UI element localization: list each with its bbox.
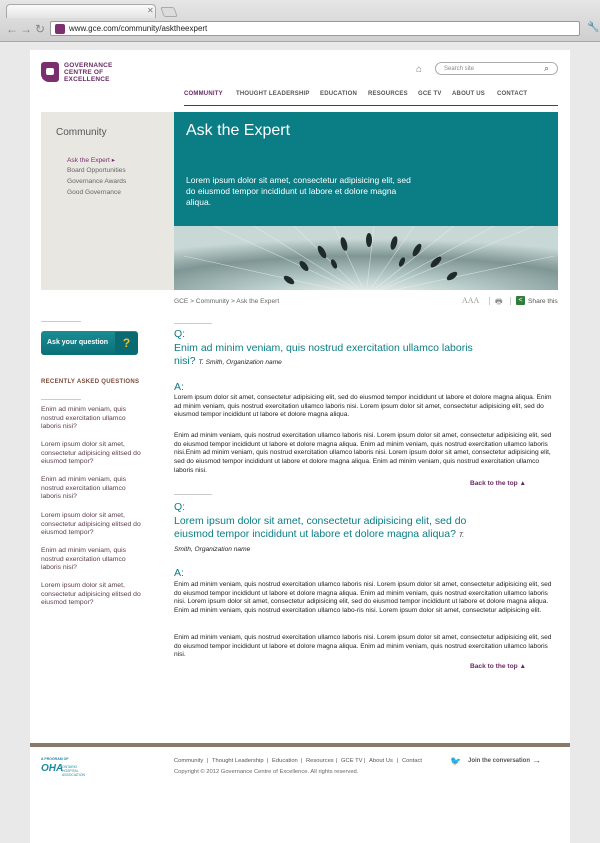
recent-question-link[interactable]: Lorem ipsum dolor sit amet, consectetur adipisicing elitsed do eiusmod tempor? — [41, 582, 141, 607]
toolbar-divider — [489, 297, 490, 305]
recent-question-link[interactable]: Enim ad minim veniam, quis nostrud exercitation ullamco laboris nisi? — [41, 476, 126, 501]
footer-link-about-us[interactable]: About Us — [369, 758, 393, 764]
share-icon[interactable]: < — [516, 296, 525, 305]
answer-label: A: — [174, 567, 184, 579]
web-page — [30, 50, 570, 843]
copyright: Copyright © 2012 Governance Centre of Excellence. All rights reserved. — [174, 769, 359, 775]
recent-question-link[interactable]: Enim ad minim veniam, quis nostrud exercitation ullamco laboris nisi? — [41, 406, 126, 431]
answer-paragraph: Lorem ipsum dolor sit amet, consectetur adipisicing elit, sed do eiusmod tempor incididunt ut labore et dolore magna aliqua. Enim ad minim veniam, quis nostrud exercitation ullamco laboris nisi. Lorem ipsum dolor sit amet, consectetur adipisicing elit, sed do eiusmod tempor incididunt ut labore et dolore magna aliqua. — [174, 394, 552, 419]
wrench-icon[interactable]: 🔧 — [587, 22, 600, 33]
section-sidepanel — [41, 112, 174, 290]
recent-question-link[interactable]: Lorem ipsum dolor sit amet, consectetur adipisicing elitsed do eiusmod tempor? — [41, 441, 141, 466]
share-link[interactable]: Share this — [528, 298, 558, 305]
question-author: T. Smith, Organization name — [174, 532, 465, 553]
footer-band — [30, 743, 570, 747]
side-link-governance-awards[interactable]: Governance Awards — [67, 178, 127, 185]
reload-icon[interactable]: ↻ — [35, 22, 46, 36]
qa-rule — [174, 323, 212, 324]
nav-education[interactable]: EDUCATION — [320, 91, 358, 97]
search-icon[interactable]: ⌕ — [544, 63, 550, 73]
answer-paragraph: Enim ad minim veniam, quis nostrud exercitation ullamco laboris nisi. Lorem ipsum dolor sit amet, consectetur adipisicing elit, sed do eiusmod tempor incididunt ut labore et dolore magna aliqua. Enim ad minim veniam, quis nostrud exercitation ullamco laboris nisi.Enim ad minim veniam, quis nostrud exercitation ullamco laboris nisi. Lorem ipsum dolor sit amet, consectetur adipisicing elit, sed do eiusmod tempor incididunt ut labore et dolore magna aliqua. Enim ad minim veniam, quis nostrud exercitation ullamco laboris nisi. — [174, 432, 552, 474]
back-to-top-link[interactable]: Back to the top ▲ — [470, 480, 526, 487]
nav-contact[interactable]: CONTACT — [497, 91, 528, 97]
question-title: Enim ad minim veniam, quis nostrud exercitation ullamco laboris nisi? T. Smith, Organization name — [174, 342, 473, 367]
browser-tab[interactable] — [6, 4, 156, 18]
footer-link-community[interactable]: Community — [174, 758, 204, 764]
footer-link-contact[interactable]: Contact — [402, 758, 422, 764]
nav-divider — [184, 105, 558, 106]
side-link-good-governance[interactable]: Good Governance — [67, 189, 121, 196]
home-icon[interactable]: ⌂ — [416, 64, 423, 75]
footer-link-thought-leadership[interactable]: Thought Leadership — [212, 758, 264, 764]
nav-about-us[interactable]: ABOUT US — [452, 91, 485, 97]
sidebar-rule — [41, 321, 81, 322]
footer-separator: | — [364, 758, 366, 764]
footer-separator: | — [397, 758, 399, 764]
breadcrumb[interactable]: GCE > Community > Ask the Expert — [174, 298, 280, 305]
footer-separator: | — [301, 758, 303, 764]
forward-arrow-icon[interactable]: → — [20, 22, 32, 36]
side-link-board-opportunities[interactable]: Board Opportunities — [67, 167, 126, 174]
ask-question-label[interactable]: Ask your question — [47, 339, 109, 346]
address-url[interactable]: www.gce.com/community/asktheexpert — [69, 24, 208, 33]
print-icon[interactable]: 🖶 — [495, 297, 503, 306]
search-placeholder: Search site — [444, 66, 475, 72]
nav-gce-tv[interactable]: GCE TV — [418, 91, 442, 97]
sidebar-rule — [41, 399, 81, 400]
gce-logo-icon[interactable] — [41, 62, 59, 82]
oha-subtitle: ONTARIO HOSPITAL ASSOCIATION — [62, 765, 85, 777]
question-label: Q: — [174, 501, 186, 513]
answer-label: A: — [174, 381, 184, 393]
address-bar[interactable] — [50, 21, 580, 36]
search-input[interactable] — [435, 62, 558, 75]
footer-separator: | — [207, 758, 209, 764]
recent-question-link[interactable]: Lorem ipsum dolor sit amet, consectetur adipisicing elitsed do eiusmod tempor? — [41, 512, 141, 537]
answer-paragraph: Enim ad minim veniam, quis nostrud exercitation ullamco laboris nisi. Lorem ipsum dolor sit amet, consectetur adipisicing elit, sed do eiusmod tempor incididunt ut labore et dolore magna aliqua. Enim ad minim veniam, quis nostrud exercitation ullamco laboris nisi. Lorem ipsum dolor sit amet, consectetur adipisicing elit, sed do eiusmod tempor incididunt ut labore et dolore magna aliqua. Enim ad minim veniam, quis nostrud exercitation ullamco labo-ris nisi. Lorem ipsum dolor sit amet, consectetur adipisicing elit. — [174, 581, 552, 615]
hero-image — [174, 226, 558, 290]
footer-link-resources[interactable]: Resources — [306, 758, 334, 764]
toolbar-divider — [510, 297, 511, 305]
footer-separator: | — [267, 758, 269, 764]
section-title: Community — [56, 127, 107, 138]
answer-paragraph: Enim ad minim veniam, quis nostrud exercitation ullamco laboris nisi. Lorem ipsum dolor sit amet, consectetur adipisicing elit, sed do eiusmod tempor incididunt ut labore et dolore magna aliqua. Enim ad minim veniam, quis nostrud exercitation ullamco laboris nisi. — [174, 634, 552, 659]
footer-link-education[interactable]: Education — [272, 758, 298, 764]
page-title: Ask the Expert — [186, 122, 291, 139]
twitter-bird-icon[interactable]: 🐦 — [450, 756, 462, 766]
question-title: Lorem ipsum dolor sit amet, consectetur adipisicing elit, sed do eiusmod tempor incididunt ut labore et dolore magna aliqua? T. Smith, Organization name — [174, 515, 467, 553]
gce-logo-text[interactable]: GOVERNANCE CENTRE OF EXCELLENCE — [64, 62, 113, 83]
question-label: Q: — [174, 328, 186, 340]
recent-questions-heading: RECENTLY ASKED QUESTIONS — [41, 379, 140, 385]
side-link-ask-the-expert[interactable]: Ask the Expert ▸ — [67, 157, 116, 164]
join-conversation-link[interactable]: Join the conversation — [468, 758, 531, 764]
program-label: A PROGRAM OF — [41, 757, 69, 761]
nav-community[interactable]: COMMUNITY — [184, 91, 223, 97]
recent-question-link[interactable]: Enim ad minim veniam, quis nostrud exercitation ullamco laboris nisi? — [41, 547, 126, 572]
favicon-icon — [55, 24, 65, 34]
arrow-right-icon[interactable]: → — [532, 755, 541, 765]
browser-chrome — [0, 0, 600, 42]
oha-logo[interactable]: OHA — [41, 763, 64, 774]
kiwi-macro-image — [174, 226, 558, 290]
back-arrow-icon[interactable]: ← — [6, 22, 18, 36]
new-tab-button[interactable] — [160, 7, 178, 17]
question-mark-icon[interactable]: ? — [115, 332, 138, 354]
question-author: T. Smith, Organization name — [198, 359, 282, 366]
back-to-top-link[interactable]: Back to the top ▲ — [470, 663, 526, 670]
footer-separator: | — [336, 758, 338, 764]
tab-close-icon[interactable]: ✕ — [147, 6, 154, 15]
nav-resources[interactable]: RESOURCES — [368, 91, 408, 97]
footer-link-gce-tv[interactable]: GCE TV — [341, 758, 363, 764]
nav-thought-leadership[interactable]: THOUGHT LEADERSHIP — [236, 91, 310, 97]
text-size-icon[interactable]: AAA — [462, 296, 480, 305]
qa-rule — [174, 494, 212, 495]
hero-intro: Lorem ipsum dolor sit amet, consectetur adipisicing elit, sed do eiusmod tempor incididunt ut labore et dolore magna aliqua. — [186, 175, 411, 207]
